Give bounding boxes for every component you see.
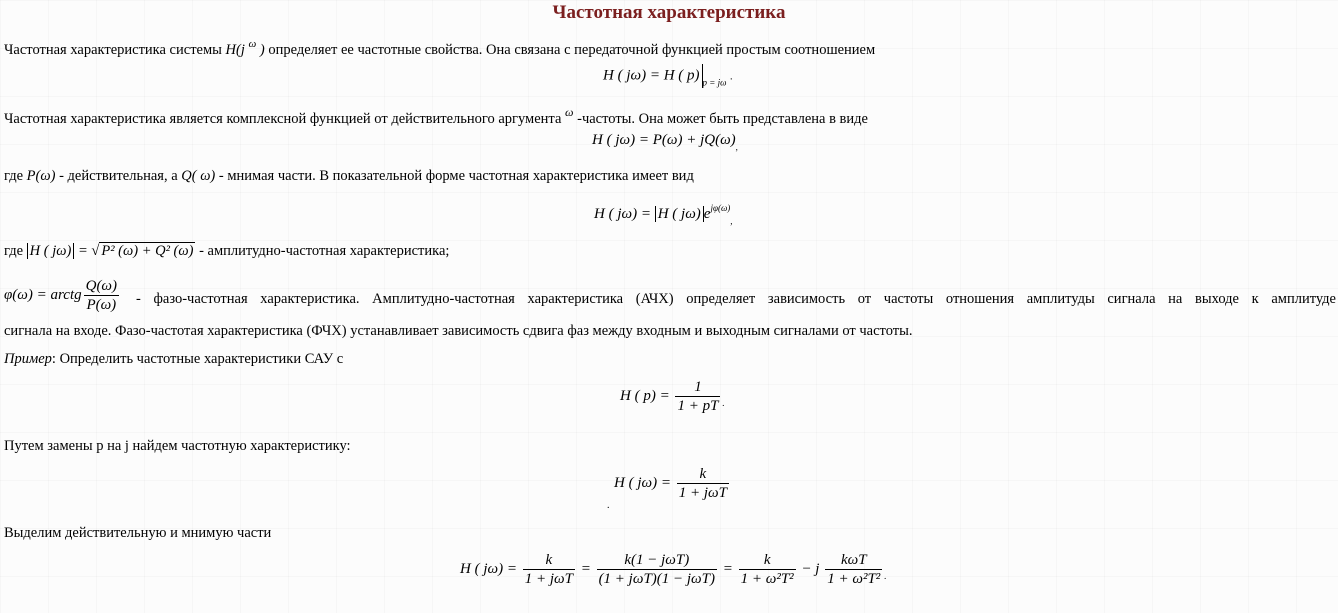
parts-c: - мнимая части. В показательной форме частотная характеристика имеет вид [218,168,694,184]
eq4-left: H ( p) = [620,387,670,404]
equation-3 [594,199,733,230]
eq3-e: e [703,206,711,222]
eq3-abs: H ( jω) [655,206,704,222]
eq6-fraction-4 [825,551,882,588]
paragraph-separate: Выделим действительную и мнимую части [4,525,272,541]
eq6-f3-den: 1 + ω²T² [740,571,794,587]
equation-6 [460,551,887,588]
amp-a: где [4,243,24,259]
intro-rest: определяет ее частотные свойства. Она связана с передаточной функцией простым соотношением [268,42,876,58]
eq5-den: 1 + jωT [678,485,727,501]
equation-1 [603,64,733,91]
eq5-num: k [677,465,729,484]
amp-sqrt: P² (ω) + Q² (ω) [101,243,194,259]
eq1-left: H ( jω) = H ( p) [603,67,700,84]
eq1-end: . [730,71,733,83]
intro-symbol-omega: ω [248,38,257,50]
paragraph-amplitude [4,242,449,260]
page-title: Частотная характеристика [552,2,786,23]
eq6-fraction-3 [739,551,796,588]
eq5-fraction [677,465,729,502]
eq6-left: H ( jω) = [460,560,517,577]
parts-a: где [4,168,24,184]
eq2-body: H ( jω) = P(ω) + jQ(ω) [592,132,736,148]
phase-phi: φ(ω) = arctg [4,286,82,303]
paragraph-intro [4,35,875,59]
amp-b: - амплитудно-частотная характеристика; [199,243,450,259]
paragraph-substitution: Путем замены p на j найдем частотную характеристику: [4,438,351,454]
eq6-fraction-2 [597,551,717,588]
eq3-exponent: jφ(ω) [710,203,731,213]
complex-omega: ω [565,105,574,119]
eq6-f4-den: 1 + ω²T² [827,571,881,587]
eq3-end: , [730,216,733,226]
parts-q: Q( ω) [181,168,216,184]
phase-fraction [84,277,119,314]
eq6-f2-num: k(1 − jωT) [597,551,717,570]
eq6-f3-num: k [739,551,796,570]
intro-symbol-close: ) [259,42,265,58]
paragraph-example [4,350,343,368]
phase-formula [4,277,121,314]
eq4-den: 1 + pT [677,398,719,414]
eq6-eq1: = [580,560,591,577]
parts-b: - действительная, а [59,168,178,184]
eq5-end: . [607,500,610,511]
eq5-left: H ( jω) = [614,474,671,491]
equation-5 [614,465,731,502]
eq6-f2-den: (1 + jωT)(1 − jωT) [598,571,715,587]
eq6-eq2: = [722,560,733,577]
example-label: Пример [4,351,52,367]
phase-line-1: - фазо-частотная характеристика. Амплитудно-частотная характеристика (АЧХ) определяет зависимость от частоты отношения амплитуды сигнала на выходе к амплитуде [136,291,1336,307]
eq4-num: 1 [675,378,720,397]
equation-2 [592,131,738,156]
phase-den: P(ω) [86,297,117,313]
amp-eq: = [77,243,88,259]
eq4-end: . [722,397,725,408]
intro-symbol-h: H(j [225,42,245,58]
eq2-end: , [735,142,738,152]
amp-sqrt-sign: √ [91,243,100,259]
eq6-f1-den: 1 + jωT [524,571,573,587]
paragraph-complex [4,103,868,128]
equation-4 [620,378,725,415]
eq6-f1-num: k [523,551,575,570]
amp-abs: H ( jω) [27,243,75,259]
eq6-fraction-1 [523,551,575,588]
eq1-subscript: p = jω [702,77,727,88]
parts-p: P(ω) [26,168,56,184]
eq3-left: H ( jω) = [594,206,651,222]
intro-text: Частотная характеристика системы [4,42,222,58]
complex-text: Частотная характеристика является комплексной функцией от действительного аргумента [4,111,562,127]
eq6-end: . [884,570,887,581]
example-text: : Определить частотные характеристики САУ с [51,351,344,367]
phase-line-2: сигнала на входе. Фазо-частотая характеристика (ФЧХ) устанавливает зависимость сдвига фаз между входным и выходным сигналами от частоты. [4,323,913,339]
eq4-fraction [675,378,720,415]
phase-num: Q(ω) [85,278,118,294]
paragraph-parts [4,167,694,185]
eq6-f4-num: kωT [825,551,882,570]
eq6-minus-j: − j [801,560,820,577]
complex-rest: -частоты. Она может быть представлена в виде [577,111,868,127]
